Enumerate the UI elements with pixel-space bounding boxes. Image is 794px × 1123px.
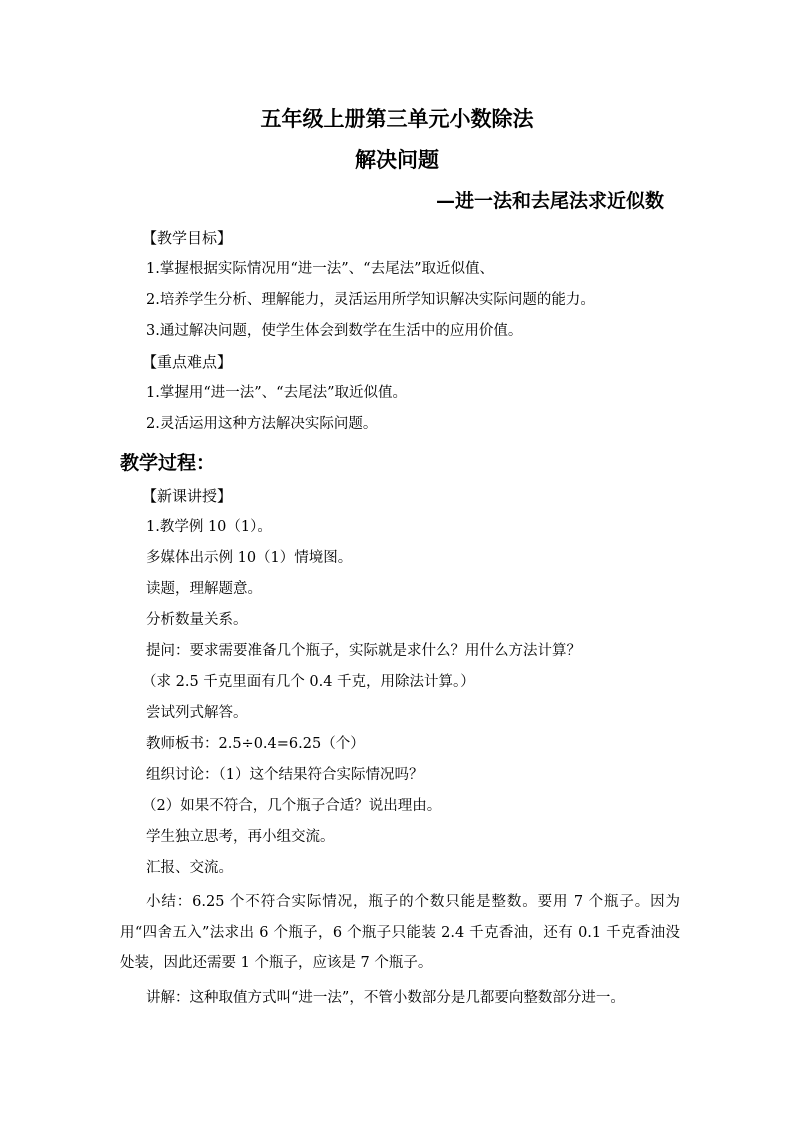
objectives-label: 【教学目标】 (142, 229, 233, 247)
document-topic: —进一法和去尾法求近似数 (435, 190, 664, 212)
process-heading: 教学过程： (120, 452, 216, 474)
objective-item-2: 2.培养学生分析、理解能力，灵活运用所学知识解决实际问题的能力。 (146, 292, 595, 308)
key-point-item-2: 2.灵活运用这种方法解决实际问题。 (146, 416, 378, 432)
process-line-4: 分析数量关系。 (146, 612, 248, 628)
process-line-8: 教师板书：2.5÷0.4=6.25（个） (146, 736, 365, 752)
summary-paragraph: 小结：6.25 个不符合实际情况，瓶子的个数只能是整数。要用 7 个瓶子。因为用“四舍五入”法求出 6 个瓶子，6 个瓶子只能装 2.4 千克香油，还有 0.1 千克香油没处装，因此还需要 1 个瓶子，应该是 7 个瓶子。 (120, 894, 680, 971)
process-line-7: 尝试列式解答。 (146, 705, 248, 721)
explanation-paragraph: 讲解：这种取值方式叫“进一法”，不管小数部分是几都要向整数部分进一。 (146, 990, 625, 1006)
process-line-1: 1.教学例 10（1）。 (146, 519, 272, 535)
key-points-label: 【重点难点】 (142, 353, 233, 371)
document-title: 五年级上册第三单元小数除法 (260, 106, 534, 131)
process-line-2: 多媒体出示例 10（1）情境图。 (146, 550, 353, 566)
process-line-3: 读题，理解题意。 (146, 581, 262, 597)
objective-item-1: 1.掌握根据实际情况用“进一法”、“去尾法”取近似值、 (146, 261, 494, 277)
new-lesson-label: 【新课讲授】 (142, 487, 233, 505)
document-subtitle: 解决问题 (355, 147, 439, 172)
process-line-5: 提问：要求需要准备几个瓶子，实际就是求什么？用什么方法计算？ (146, 643, 581, 659)
process-line-10: （2）如果不符合，几个瓶子合适？说出理由。 (142, 798, 442, 814)
process-line-6: （求 2.5 千克里面有几个 0.4 千克，用除法计算。） (142, 674, 475, 690)
objective-item-3: 3.通过解决问题，使学生体会到数学在生活中的应用价值。 (146, 323, 523, 339)
process-line-11: 学生独立思考，再小组交流。 (146, 829, 335, 845)
key-point-item-1: 1.掌握用“进一法”、“去尾法”取近似值。 (146, 385, 407, 401)
process-line-9: 组织讨论：（1）这个结果符合实际情况吗？ (146, 767, 424, 783)
process-line-12: 汇报、交流。 (146, 860, 233, 876)
